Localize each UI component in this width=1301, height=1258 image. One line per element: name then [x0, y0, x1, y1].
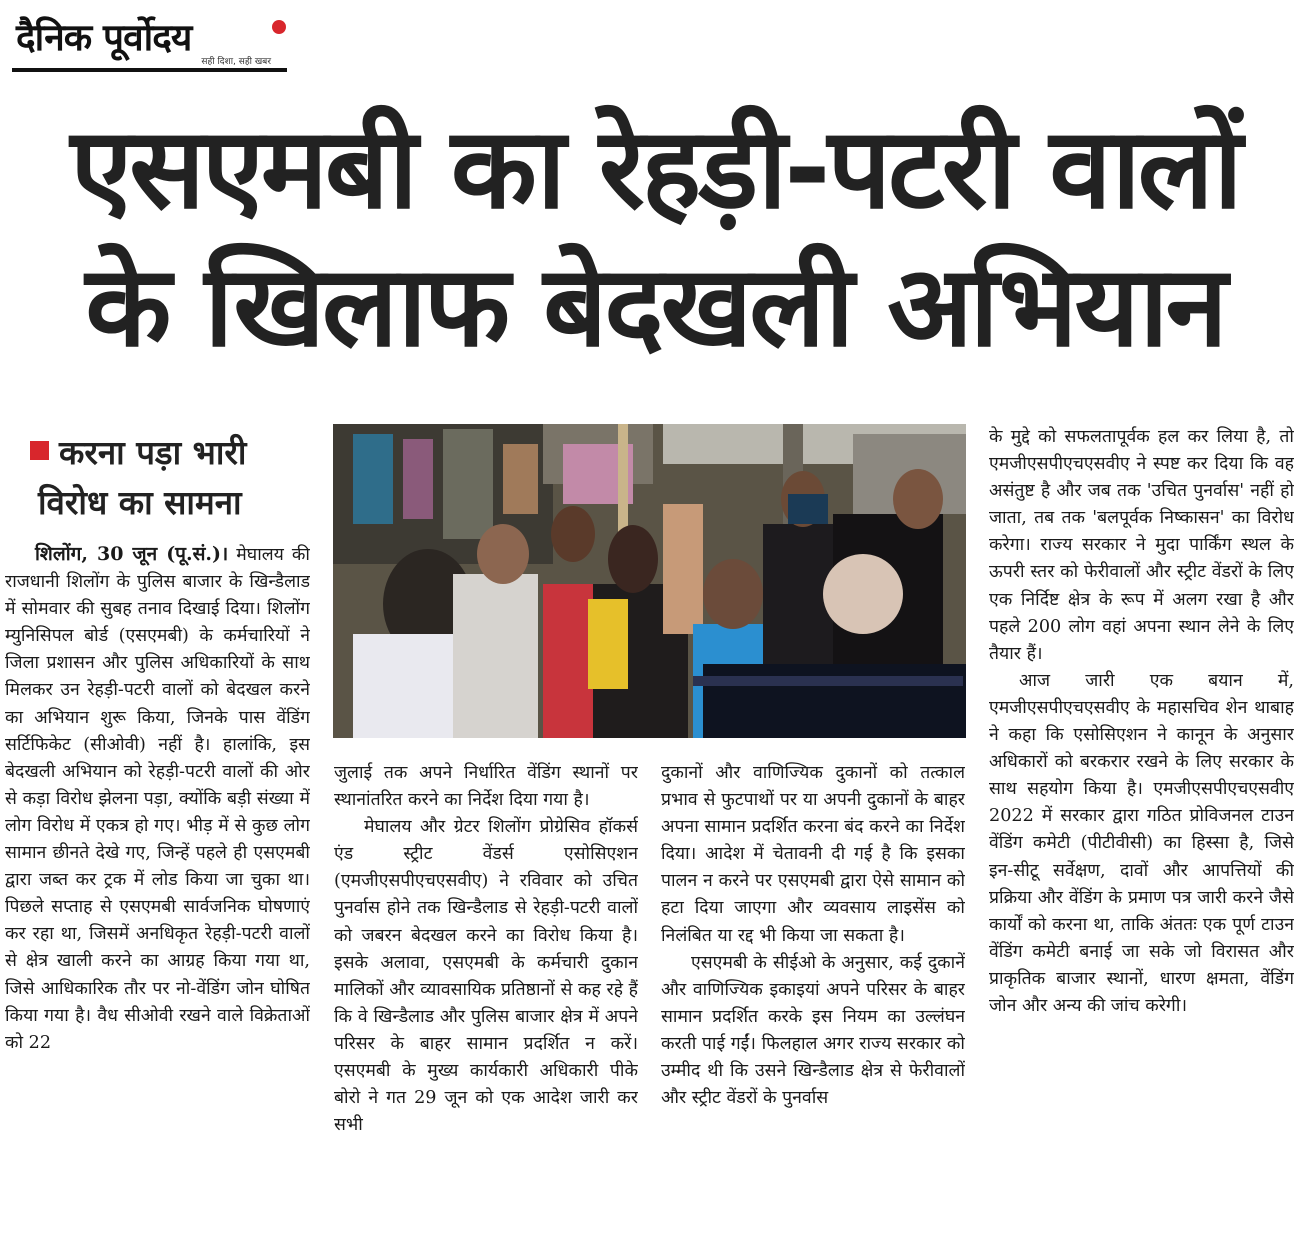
- article-col2-p2: मेघालय और ग्रेटर शिलोंग प्रोग्रेसिव हॉकर्स एंड स्ट्रीट वेंडर्स एसोसिएशन (एमजीएसपीएचएसवीए) ने रविवार को उचित पुनर्वास होने तक खिन्डैलाड से रेहड़ी-पटरी वालों को जबरन बेदखल करने का विरोध किया है। इसके अलावा, एसएमबी के कर्मचारी दुकान मालिकों और व्यावसायिक प्रतिष्ठानों से कह रहे हैं कि वे खिन्डैलाड और पुलिस बाजार क्षेत्र में अपने परिसर के बाहर सामान प्रदर्शित न करें। एसएमबी के मुख्य कार्यकारी अधिकारी पीके बोरो ने गत 29 जून को एक आदेश जारी कर सभी: [334, 817, 638, 1136]
- crowd-photo-icon: [333, 424, 966, 738]
- red-square-icon: [30, 441, 49, 460]
- subhead-line-1: करना पड़ा भारी: [59, 433, 247, 472]
- masthead-title: दैनिक पूर्वोदय: [16, 16, 192, 59]
- dateline: शिलोंग, 30 जून (पू.सं.)।: [35, 543, 229, 565]
- headline-line-2: के खिलाफ बेदखली अभियान: [85, 242, 1225, 372]
- article-column-2: [334, 760, 638, 1253]
- masthead-rule: [12, 68, 287, 72]
- article-col4-p1: के मुद्दे को सफलतापूर्वक हल कर लिया है, तो एमजीएसपीएचएसवीए ने स्पष्ट कर दिया कि वह असंतुष्ट है और जब तक 'उचित पुनर्वास' नहीं हो जाता, तब तक 'बलपूर्वक निष्कासन' का विरोध करेगा। राज्य सरकार ने मुदा पार्किंग स्थल के ऊपरी स्तर को फेरीवालों और स्ट्रीट वेंडरों के लिए एक निर्दिष्ट क्षेत्र के रूप में अलग रखा है और पहले 200 लोग वहां अपना स्थान लेने के लिए तैयार हैं।: [989, 427, 1294, 664]
- subheadline: [30, 428, 320, 528]
- article-column-3: [661, 760, 965, 1253]
- article-col4-p2: आज जारी एक बयान में, एमजीएसपीएचएसवीए के महासचिव शेन थाबाह ने कहा कि एसोसिएशन ने कानून के अनुसार अधिकारों को बरकरार रखने के लिए सरकार के साथ सहयोग किया है। एमजीएसपीएचएसवीए 2022 में सरकार द्वारा गठित प्रोविजनल टाउन वेंडिंग कमेटी (पीटीवीसी) का हिस्सा है, जिसे इन-सीटू सर्वेक्षण, दावों और आपत्तियों की प्रक्रिया और वेंडिंग के प्रमाण पत्र जारी करने जैसे कार्यों को करना था, ताकि अंततः एक पूर्ण टाउन वेंडिंग कमेटी बनाई जा सके जो विरासत और प्राकृतिक बाजार स्थानों, धारण क्षमता, वेंडिंग जोन और अन्य की जांच करेगी।: [989, 670, 1294, 1016]
- headline-line-1: एसएमबी का रेहड़ी-पटरी वालों: [70, 104, 1240, 234]
- crowd-photo: [333, 424, 966, 738]
- article-col1-text: मेघालय की राजधानी शिलोंग के पुलिस बाजार के खिन्डैलाड में सोमवार की सुबह तनाव दिखाई दिया। शिलोंग म्युनिसिपल बोर्ड (एसएमबी) के कर्मचारियों ने जिला प्रशासन और पुलिस अधिकारियों के साथ मिलकर उन रेहड़ी-पटरी वालों को बेदखल करने का अभियान शुरू किया, जिनके पास वेंडिंग सर्टिफिकेट (सीओवी) नहीं है। हालांकि, इस बेदखली अभियान को रेहड़ी-पटरी वालों की ओर से कड़ा विरोध झेलना पड़ा, क्योंकि बड़ी संख्या में लोग विरोध में एकत्र हो गए। भीड़ में से कुछ लोग सामान छीनते देखे गए, जिन्हें पहले ही एसएमबी द्वारा जब्त कर ट्रक में लोड किया जा चुका था। पिछले सप्ताह से एसएमबी सार्वजनिक घोषणाएं कर रहा था, जिसमें अनधिकृत रेहड़ी-पटरी वालों से क्षेत्र खाली करने का आग्रह किया गया था, जिसे आधिकारिक तौर पर नो-वेंडिंग जोन घोषित किया गया है। वैध सीओवी रखने वाले विक्रेताओं को 22: [5, 545, 310, 1053]
- masthead: [12, 10, 287, 72]
- headline: [40, 100, 1270, 376]
- article-col3-p2: एसएमबी के सीईओ के अनुसार, कई दुकानें और वाणिज्यिक इकाइयां अपने परिसर के बाहर सामान प्रदर्शित करके इस नियम का उल्लंघन करती पाई गईं। फिलहाल अगर राज्य सरकार को उम्मीद थी कि उसने खिन्डैलाड क्षेत्र से फेरीवालों और स्ट्रीट वेंडरों के पुनर्वास: [661, 952, 965, 1109]
- masthead-dot-icon: [272, 20, 286, 34]
- subhead-line-1-wrap: [30, 428, 320, 478]
- article-col3-p1: दुकानों और वाणिज्यिक दुकानों को तत्काल प्रभाव से फुटपाथों पर या अपनी दुकानों के बाहर अपना सामान प्रदर्शित करना बंद करने का निर्देश दिया। आदेश में चेतावनी दी गई है कि इसका पालन न करने पर एसएमबी द्वारा ऐसे सामान को हटा दिया जाएगा और व्यवसाय लाइसेंस को निलंबित या रद्द भी किया जा सकता है।: [661, 763, 965, 946]
- article-col2-p1: जुलाई तक अपने निर्धारित वेंडिंग स्थानों पर स्थानांतरित करने का निर्देश दिया गया है।: [334, 763, 638, 811]
- article-column-4: [989, 424, 1294, 1253]
- masthead-tagline: सही दिशा, सही खबर: [201, 57, 271, 67]
- article-column-1: [5, 541, 310, 1253]
- subhead-line-2: विरोध का सामना: [38, 483, 242, 522]
